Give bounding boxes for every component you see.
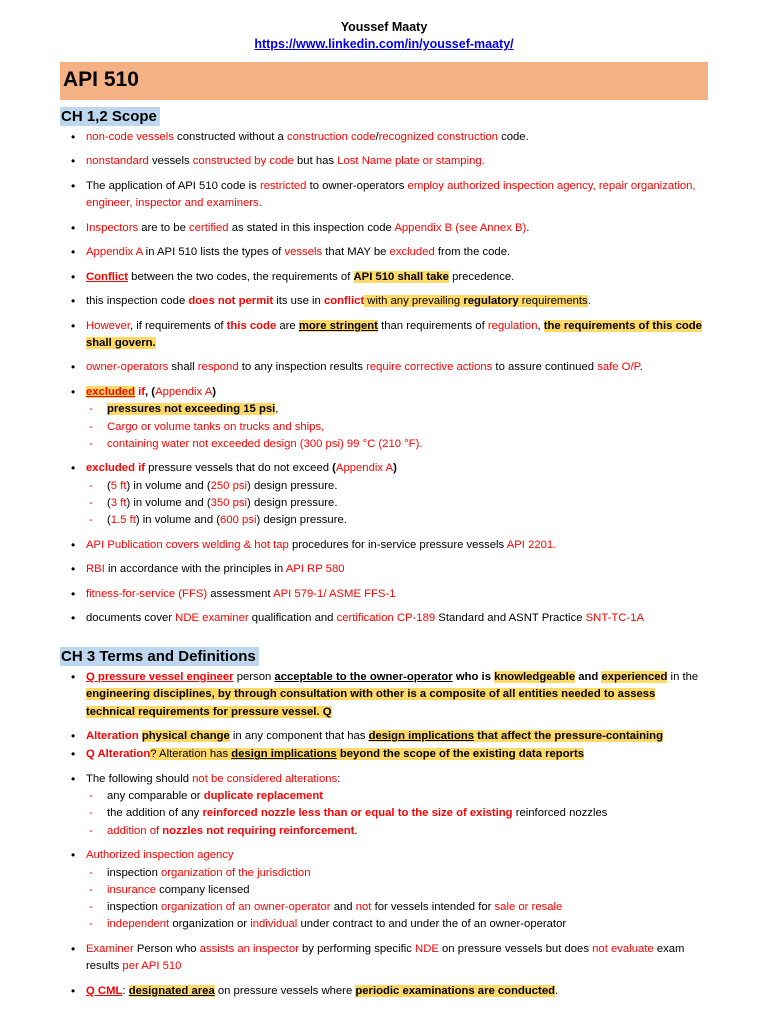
- list-item: [86, 269, 706, 286]
- list-item: [86, 983, 706, 1000]
- sub-item: [86, 916, 706, 933]
- text-span: constructed by code: [192, 155, 294, 168]
- text-span: API 510 shall take: [353, 270, 449, 283]
- text-span: , if requirements of: [129, 319, 227, 332]
- text-span: are: [276, 319, 299, 332]
- text-span: acceptable to the owner-operator: [274, 671, 453, 683]
- text-span: :: [122, 984, 129, 997]
- text-span: ) in volume and (: [126, 479, 211, 492]
- text-span: any comparable or: [107, 790, 204, 803]
- text-span: procedures for in-service pressure vessels: [288, 538, 507, 551]
- text-span: design implications: [368, 730, 475, 743]
- text-span: qualification and: [248, 612, 337, 625]
- text-span: fitness-for-service (FFS): [86, 587, 208, 600]
- text-span: .: [639, 361, 643, 374]
- text-span: ) design pressure.: [247, 496, 338, 509]
- text-span: Standard and ASNT Practice: [435, 612, 586, 625]
- text-span: than requirements of: [377, 319, 488, 332]
- text-span: (: [107, 496, 111, 509]
- text-span: who is: [452, 671, 495, 683]
- text-span: assists an inspector: [199, 942, 299, 955]
- list-item: [86, 746, 706, 763]
- text-span: vessels: [284, 246, 323, 259]
- text-span: safe O/P: [597, 361, 640, 374]
- text-span: , by through consultation with other is a composite of all entities needed to assess technical requirements for pressure vessel. Q: [86, 688, 656, 718]
- text-span: individual: [250, 918, 298, 931]
- list-item: [86, 460, 706, 529]
- text-span: respond: [197, 361, 239, 374]
- text-span: reinforced nozzle less than or equal to the size of existing: [202, 807, 513, 820]
- sub-list: [86, 401, 706, 453]
- text-span: The following should: [86, 772, 193, 785]
- text-span: (: [107, 479, 111, 492]
- linkedin-link[interactable]: https://www.linkedin.com/in/youssef-maaty/: [254, 37, 514, 51]
- list-item: [86, 384, 706, 453]
- list-item: [86, 318, 706, 353]
- text-span: not evaluate: [592, 942, 654, 955]
- text-span: nozzles not requiring reinforcement: [162, 824, 355, 837]
- text-span: in API 510 lists the types of: [142, 246, 285, 259]
- text-span: Appendix B (see Annex B): [394, 221, 527, 234]
- list-item: [86, 537, 706, 554]
- text-span: that MAY be: [322, 246, 390, 259]
- text-span: insurance: [107, 883, 156, 896]
- text-span: nonstandard: [86, 155, 149, 168]
- text-span: Q CML: [86, 984, 123, 997]
- text-span: precedence.: [448, 270, 515, 283]
- sub-item: [86, 805, 706, 822]
- text-span: construction code: [286, 131, 376, 143]
- text-span: 1.5 ft: [110, 514, 136, 527]
- section-heading-scope: CH 1,2 Scope: [60, 107, 160, 126]
- list-item: [86, 178, 706, 213]
- list-item: [86, 244, 706, 261]
- text-span: are to be: [138, 221, 189, 234]
- text-span: independent: [107, 918, 170, 931]
- text-span: regulation: [487, 319, 538, 332]
- text-span: beyond the scope of the existing data reports: [336, 748, 585, 761]
- text-span: API 2201.: [506, 538, 557, 551]
- list-item: [86, 728, 706, 745]
- sub-item: [86, 899, 706, 916]
- sub-item: [86, 419, 706, 436]
- text-span: periodic examinations are conducted: [355, 984, 556, 997]
- text-span: and: [330, 901, 356, 914]
- scope-list: [86, 129, 706, 635]
- text-span: person: [233, 671, 275, 683]
- text-span: Examiner: [86, 942, 134, 955]
- text-span: shall: [168, 361, 198, 374]
- text-span: NDE: [415, 942, 439, 955]
- text-span: design implications: [231, 748, 337, 761]
- sub-item: [86, 512, 706, 529]
- list-item: [86, 669, 706, 721]
- sub-item: [86, 478, 706, 495]
- text-span: if: [134, 385, 146, 398]
- text-span: Lost Name plate or stamping.: [337, 155, 485, 168]
- text-span: on pressure vessels but does: [438, 942, 593, 955]
- text-span: pressure vessels that do not exceed: [145, 462, 333, 475]
- list-item: [86, 359, 706, 376]
- text-span: 600 psi: [220, 514, 257, 527]
- text-span: , (: [145, 385, 156, 398]
- sub-item: [86, 788, 706, 805]
- list-item: [86, 220, 706, 237]
- sub-item: [86, 495, 706, 512]
- text-span: 5 ft: [110, 479, 127, 492]
- sub-item: [86, 401, 706, 418]
- text-span: certification CP-189: [336, 612, 436, 625]
- text-span: recognized construction: [378, 131, 498, 143]
- list-item: [86, 586, 706, 603]
- text-span: Appendix A: [335, 462, 394, 475]
- text-span: .: [526, 221, 530, 234]
- text-span: does not permit: [188, 295, 274, 308]
- text-span: engineering disciplines: [86, 688, 212, 701]
- text-span: not: [355, 901, 372, 914]
- text-span: duplicate replacement: [203, 790, 323, 803]
- text-span: regulatory: [463, 295, 519, 308]
- text-span: containing water not exceeded design (300 psi) 99 °C (210 °F).: [107, 437, 423, 450]
- list-item: [86, 941, 706, 976]
- section-heading-terms: CH 3 Terms and Definitions: [60, 647, 259, 666]
- text-span: exam results: [86, 942, 685, 973]
- text-span: that affect the pressure-containing: [474, 730, 663, 743]
- text-span: ) design pressure.: [256, 514, 347, 527]
- text-span: pressures not exceeding 15 psi: [107, 403, 276, 416]
- sub-item: [86, 882, 706, 899]
- text-span: this inspection code: [86, 295, 189, 308]
- text-span: physical change: [141, 730, 230, 743]
- list-item: [86, 610, 706, 627]
- list-item: [86, 129, 706, 146]
- text-span: experienced: [601, 671, 668, 683]
- text-span: for vessels intended for: [371, 901, 495, 914]
- text-span: non-code vessels: [86, 131, 174, 143]
- text-span: inspection: [107, 866, 162, 879]
- text-span: /: [375, 131, 379, 143]
- text-span: organization or: [169, 918, 251, 931]
- text-span: in the: [667, 671, 699, 683]
- text-span: inspection: [107, 901, 162, 914]
- text-span: this code: [226, 319, 277, 332]
- text-span: but has: [293, 155, 338, 168]
- text-span: ,: [275, 403, 279, 416]
- text-span: knowledgeable: [494, 671, 576, 683]
- title-band: [60, 62, 708, 100]
- text-span: more stringent: [298, 319, 378, 332]
- text-span: ) in volume and (: [126, 496, 211, 509]
- text-span: conflict: [323, 295, 365, 308]
- text-span: between the two codes, the requirements of: [128, 270, 354, 283]
- text-span: on pressure vessels where: [214, 984, 356, 997]
- text-span: to owner-operators: [306, 179, 408, 192]
- text-span: Appendix A: [155, 385, 213, 398]
- text-span: .: [354, 824, 358, 837]
- sub-item: [86, 436, 706, 453]
- text-span: and: [575, 671, 602, 683]
- text-span: Person who: [133, 942, 200, 955]
- text-span: NDE examiner: [175, 612, 249, 625]
- text-span: certified: [189, 221, 229, 234]
- list-item: [86, 771, 706, 840]
- text-span: ): [212, 385, 217, 398]
- text-span: API Publication covers welding & hot tap: [86, 538, 289, 551]
- text-span: .: [587, 295, 591, 308]
- list-item: [86, 153, 706, 170]
- text-span: Authorized inspection agency: [86, 849, 234, 862]
- text-span: employ authorized inspection agency, repair organization, engineer, inspector and examiners.: [86, 179, 696, 210]
- text-span: constructed without a: [173, 131, 287, 143]
- list-item: [86, 561, 706, 578]
- text-span: excluded: [86, 385, 135, 398]
- text-span: designated area: [128, 984, 215, 997]
- text-span: Inspectors: [86, 221, 139, 234]
- text-span: .: [555, 984, 559, 997]
- text-span: to assure continued: [492, 361, 598, 374]
- text-span: ? Alteration has: [150, 748, 232, 761]
- text-span: require corrective actions: [366, 361, 493, 374]
- text-span: API RP 580: [285, 563, 345, 576]
- sub-item: [86, 823, 706, 840]
- text-span: from the code.: [434, 246, 511, 259]
- text-span: restricted: [259, 179, 307, 192]
- text-span: assessment: [207, 587, 274, 600]
- text-span: API 579-1/ ASME FFS-1: [273, 587, 396, 600]
- text-span: owner-operators: [86, 361, 169, 374]
- text-span: by performing specific: [298, 942, 416, 955]
- text-span: The application of API 510 code is: [86, 179, 260, 192]
- text-span: (: [107, 514, 111, 527]
- text-span: :: [337, 772, 341, 785]
- text-span: 250 psi: [210, 479, 248, 492]
- text-span: Cargo or volume tanks on trucks and ships,: [107, 420, 325, 433]
- text-span: excluded: [389, 246, 435, 259]
- text-span: as stated in this inspection code: [228, 221, 395, 234]
- text-span: with any prevailing: [364, 295, 464, 308]
- text-span: vessels: [148, 155, 193, 168]
- text-span: Q Alteration: [86, 748, 151, 761]
- text-span: RBI: [86, 563, 105, 576]
- text-span: Q pressure vessel engineer: [86, 671, 234, 683]
- text-span: documents cover: [86, 612, 176, 625]
- text-span: (: [332, 462, 336, 475]
- author-name: Youssef Maaty: [340, 20, 428, 34]
- text-span: ) design pressure.: [247, 479, 338, 492]
- text-span: in accordance with the principles in: [104, 563, 286, 576]
- page-title: API 510: [63, 68, 139, 91]
- sub-list: [86, 865, 706, 934]
- text-span: excluded if: [86, 462, 146, 475]
- text-span: Conflict: [86, 270, 129, 283]
- text-span: Appendix A: [86, 246, 143, 259]
- text-span: not be considered alterations: [192, 772, 338, 785]
- text-span: requirements: [518, 295, 588, 308]
- text-span: the requirements of this code shall govern.: [86, 319, 702, 349]
- sub-list: [86, 788, 706, 840]
- list-item: [86, 847, 706, 933]
- text-span: addition of: [107, 824, 163, 837]
- text-span: under contract to and under the of an owner-operator: [297, 918, 567, 931]
- text-span: Alteration: [86, 730, 139, 743]
- text-span: to any inspection results: [238, 361, 367, 374]
- text-span: in any component that has: [229, 730, 369, 743]
- text-span: ) in volume and (: [135, 514, 221, 527]
- terms-list: [86, 669, 706, 1007]
- text-span: 3 ft: [110, 496, 127, 509]
- sub-list: [86, 478, 706, 530]
- text-span: sale or resale: [494, 901, 563, 914]
- text-span: its use in: [273, 295, 324, 308]
- text-span: the addition of any: [107, 807, 203, 820]
- list-item: [86, 293, 706, 310]
- text-span: company licensed: [155, 883, 250, 896]
- text-span: organization of the jurisdiction: [161, 866, 311, 879]
- text-span: per API 510: [122, 960, 182, 973]
- text-span: ): [393, 462, 397, 475]
- sub-item: [86, 865, 706, 882]
- text-span: However: [86, 319, 130, 332]
- text-span: 350 psi: [210, 496, 248, 509]
- text-span: organization of an owner-operator: [161, 901, 331, 914]
- text-span: ,: [537, 319, 544, 332]
- text-span: SNT-TC-1A: [585, 612, 645, 625]
- text-span: code.: [497, 131, 529, 143]
- text-span: reinforced nozzles: [512, 807, 608, 820]
